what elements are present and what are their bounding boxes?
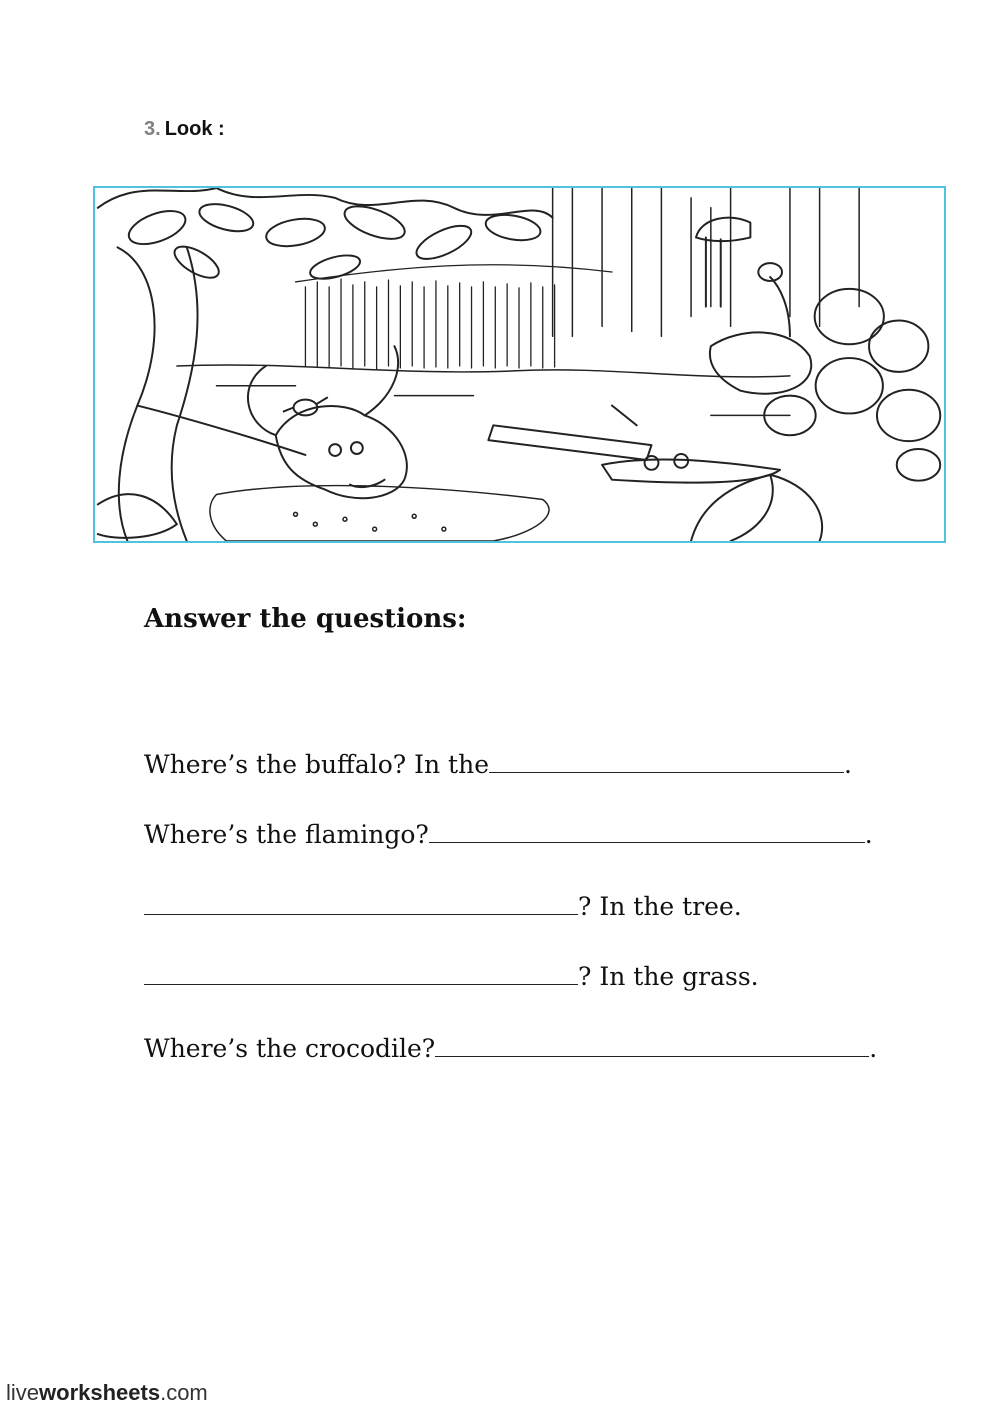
question-end: ? In the tree. — [578, 892, 742, 921]
question-text: Where’s the flamingo? — [144, 820, 429, 849]
answer-blank[interactable] — [144, 890, 578, 915]
question-text: Where’s the buffalo? In the — [144, 750, 489, 779]
mud — [210, 486, 549, 541]
question-tree — [144, 890, 742, 921]
log — [488, 406, 651, 460]
question-grass — [144, 960, 759, 991]
brand-worksheets: worksheets — [39, 1380, 161, 1405]
foreground-leaves — [98, 475, 822, 541]
question-end: ? In the grass. — [578, 962, 759, 991]
question-flamingo — [144, 818, 873, 849]
answer-blank[interactable] — [435, 1032, 869, 1057]
rocks — [764, 289, 940, 481]
question-end: . — [843, 750, 852, 779]
brand-live: live — [6, 1380, 40, 1405]
question-end: . — [869, 1034, 878, 1063]
jungle-illustration — [93, 186, 946, 543]
question-end: . — [864, 820, 873, 849]
question-text: Where’s the crocodile? — [144, 1034, 436, 1063]
instructions-heading: Answer the questions: — [144, 604, 467, 634]
brand-logo[interactable] — [6, 1380, 208, 1406]
giraffe — [696, 218, 750, 307]
buffalo — [248, 346, 407, 498]
answer-blank[interactable] — [489, 748, 844, 773]
section-label: Look : — [164, 118, 225, 140]
section-number: 3. — [144, 118, 161, 140]
answer-blank[interactable] — [429, 818, 865, 843]
question-buffalo — [144, 748, 852, 779]
section-heading — [144, 118, 225, 141]
flamingo — [710, 263, 811, 394]
question-crocodile — [144, 1032, 877, 1063]
water — [177, 365, 790, 415]
brand-tld: .com — [160, 1380, 208, 1405]
canopy-leaves — [98, 188, 553, 284]
answer-blank[interactable] — [144, 960, 578, 985]
tall-grass — [296, 265, 612, 369]
